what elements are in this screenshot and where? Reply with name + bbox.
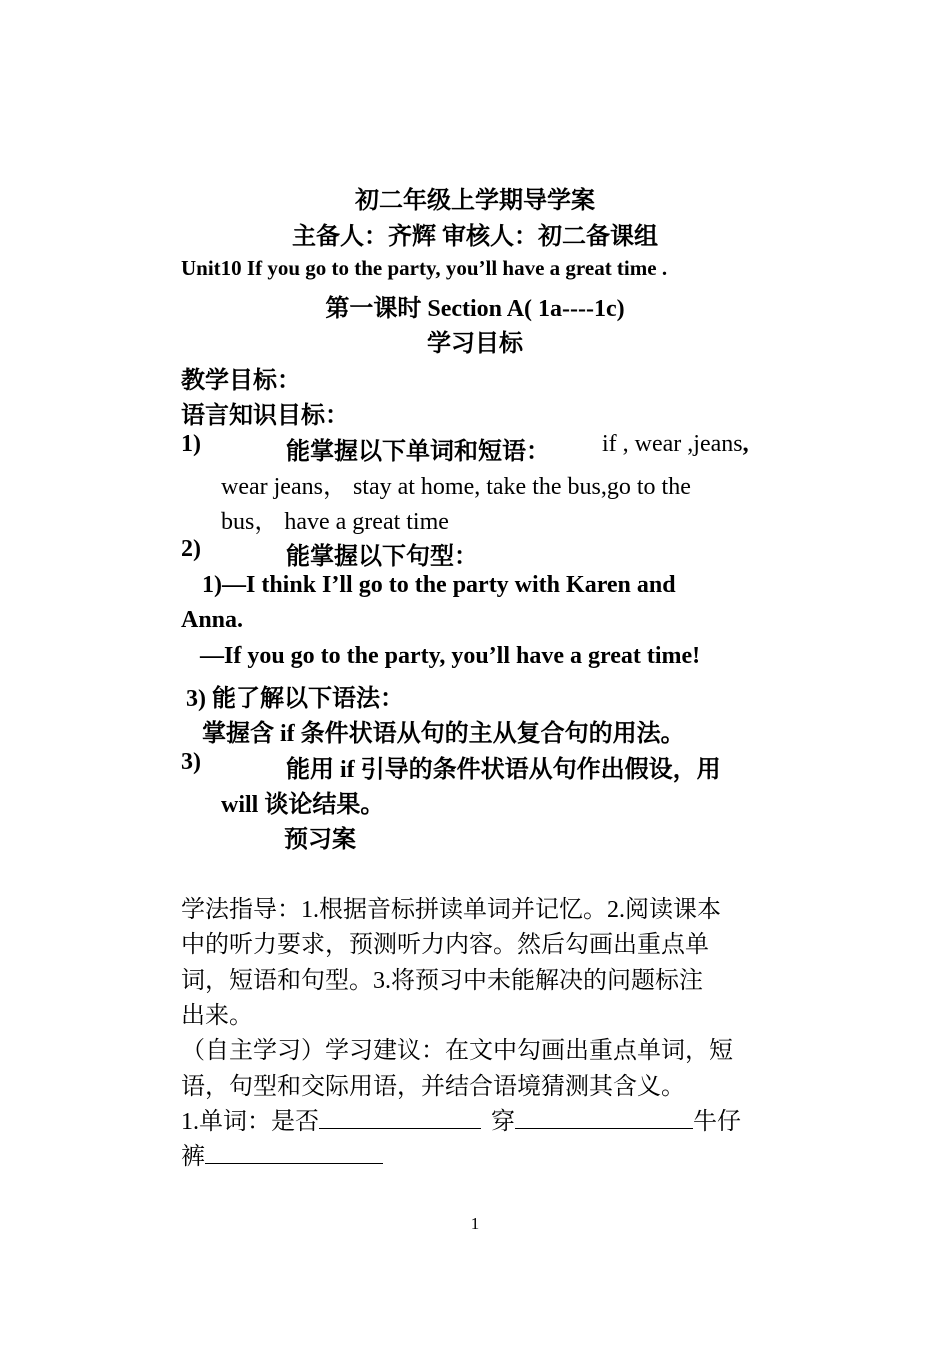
item3-number: 3): [181, 749, 201, 775]
vocab-jeans-label: 牛仔: [693, 1109, 741, 1135]
study-advice-line1: （自主学习）学习建议：在文中勾画出重点单词，短: [181, 1038, 733, 1064]
section-heading: 学习目标: [427, 331, 523, 357]
answer-blank-if[interactable]: [319, 1104, 481, 1129]
grammar-heading: 3) 能了解以下语法：: [186, 686, 404, 712]
grammar-text: 掌握含 if 条件状语从句的主从复合句的用法。: [202, 721, 685, 747]
vocab-wear-label: 穿: [491, 1109, 515, 1135]
item3-text: 能用 if 引导的条件状语从句作出假设，用: [286, 757, 721, 783]
study-guide-line2: 中的听力要求，预测听力内容。然后勾画出重点单: [181, 932, 709, 958]
item1-words-line3: bus， have a great time: [221, 509, 449, 535]
example-sentence-2: —If you go to the party, you’ll have a great time!: [200, 643, 701, 669]
unit-title: Unit10 If you go to the party, you’ll have a great time .: [181, 256, 668, 280]
teaching-goal-heading: 教学目标：: [181, 368, 301, 394]
page-number: 1: [470, 1214, 480, 1233]
language-goal-heading: 语言知识目标：: [181, 403, 349, 429]
vocab-jeans-label-cont: 裤: [181, 1144, 205, 1170]
study-guide-line4: 出来。: [181, 1003, 253, 1029]
vocabulary-exercise: [181, 1101, 741, 1136]
item1-number: 1): [181, 431, 201, 457]
item2-label: 能掌握以下句型：: [286, 544, 478, 570]
example-sentence-1: 1)—I think I’ll go to the party with Karen and: [202, 572, 676, 598]
vocab-label: 1.单词：是否: [181, 1109, 319, 1135]
vocabulary-exercise-cont: [181, 1136, 383, 1171]
answer-blank-jeans[interactable]: [205, 1139, 383, 1164]
study-guide-line1: 学法指导：1.根据音标拼读单词并记忆。2.阅读课本: [181, 897, 721, 923]
study-advice-line2: 语，句型和交际用语，并结合语境猜测其含义。: [181, 1074, 685, 1100]
item2-number: 2): [181, 536, 201, 562]
item3-text-cont: will 谈论结果。: [221, 792, 385, 818]
answer-blank-wear[interactable]: [515, 1104, 693, 1129]
preparers-line: 主备人：齐辉 审核人：初二备课组: [292, 224, 658, 250]
preview-heading: 预习案: [284, 827, 356, 853]
item1-words-a: if , wear ,jeans: [602, 431, 743, 457]
lesson-title: 第一课时 Section A( 1a----1c): [325, 296, 625, 322]
item1-words-line2: wear jeans， stay at home, take the bus,go to the: [221, 474, 691, 500]
item1-words: [602, 431, 749, 458]
item1-label: 能掌握以下单词和短语：: [286, 439, 550, 465]
item1-comma: ,: [742, 431, 749, 457]
study-guide-line3: 词，短语和句型。3.将预习中未能解决的问题标注: [181, 968, 703, 994]
example-sentence-1-cont: Anna.: [181, 607, 244, 633]
document-title: 初二年级上学期导学案: [355, 188, 595, 214]
